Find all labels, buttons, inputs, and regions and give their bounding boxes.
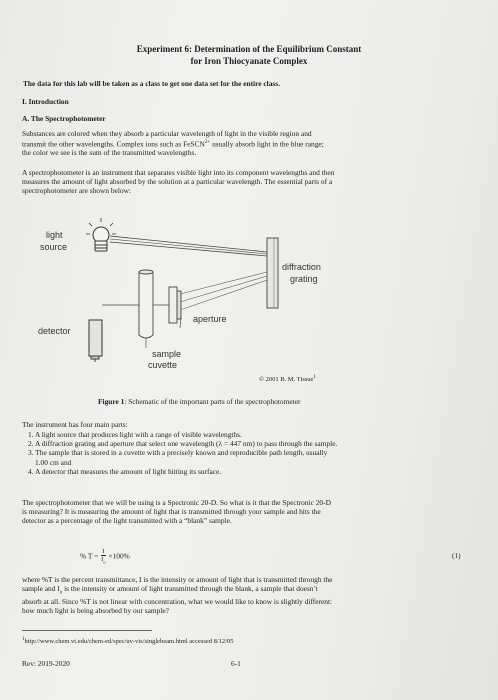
equation-number: (1): [452, 551, 461, 560]
list-item: 4. A detector that measures the amount of light hitting its surface.: [28, 466, 222, 476]
page-title: Experiment 6: Determination of the Equilibrium Constant: [136, 44, 362, 54]
light-beam: [110, 236, 267, 256]
revision-label: Rev: 2019-2020: [22, 659, 70, 668]
diagram-copyright: [259, 375, 316, 383]
footnote-marker: 1: [22, 637, 25, 642]
copyright-text: © 2001 B. M. Tissue: [259, 376, 314, 384]
paragraph-line: is measuring? It is measuring the amount of light that is transmitted through your sample and hits the: [22, 507, 321, 516]
page-number: 6-1: [231, 659, 241, 668]
paragraph-spectrophotometer: [22, 168, 482, 195]
list-item: 3. The sample that is stored in a cuvette with a precisely known and reproducible path length, usually: [28, 448, 328, 458]
paragraph-line: [22, 138, 482, 148]
light-bulb-icon: [86, 218, 116, 251]
paragraph-text: sample and I: [22, 584, 60, 593]
list-item: 1. A light source that produces light with a range of visible wavelengths.: [28, 430, 242, 439]
paragraph-line: where %T is the percent transmittance, I is the intensity or amount of light that is transmitted through the: [22, 575, 333, 584]
paragraph-transmittance: [22, 575, 482, 615]
denominator-subscript: o: [103, 559, 106, 565]
paragraph-text: is the intensity or amount of light transmitted through the blank, a sample that doesn’t: [62, 584, 318, 593]
intensity-subscript: o: [59, 590, 63, 596]
label-source: source: [40, 242, 68, 252]
figure-caption-text: : Schematic of the important parts of the spectrophotometer: [124, 397, 301, 406]
paragraph-line: The spectrophotometer that we will be using is a Spectronic 20-D. So what is it that the Spectronic 20-D: [22, 498, 331, 507]
paragraph-text: transmit the other wavelengths. Complex ions such as FeSCN: [22, 139, 205, 149]
figure-caption: [98, 397, 300, 406]
footnote-text: http://www.chem.vt.edu/chem-ed/spec/uv-vis/singlebeam.html accessed 8/12/05: [24, 638, 234, 646]
parts-list: [28, 430, 337, 476]
transmittance-equation: [80, 548, 130, 565]
parts-intro: The instrument has four main parts:: [22, 420, 128, 429]
paragraph-line: spectrophotometer are shown below:: [22, 186, 131, 195]
equation-denominator: [101, 556, 105, 565]
denominator-symbol: I: [101, 556, 104, 563]
paragraph-line: A spectrophotometer is an instrument that separates visible light into its component wavelengths and then: [22, 168, 335, 177]
section-heading: I. Introduction: [22, 97, 69, 106]
label-grating: grating: [290, 274, 318, 284]
equation-rhs: ×100%: [108, 551, 130, 561]
section-subheading: A. The Spectrophotometer: [22, 114, 106, 123]
page-subtitle: for Iron Thiocyanate Complex: [190, 56, 308, 66]
footnote: [22, 637, 233, 645]
intro-note: The data for this lab will be taken as a class to get one data set for the entire class.: [23, 79, 281, 88]
label-cuvette: cuvette: [148, 360, 178, 370]
figure-label: Figure 1: [98, 397, 125, 406]
equation-fraction: [101, 548, 105, 565]
paragraph-line: detector as a percentage of the light transmitted with a “blank” sample.: [22, 516, 232, 525]
paragraph-colors: [22, 129, 482, 157]
paragraph-line: measures the amount of light absorbed by the solution at a particular wavelength. The essential parts of a: [22, 177, 333, 186]
label-aperture: aperture: [193, 314, 227, 324]
paragraph-line: [22, 584, 482, 597]
list-item: 2. A diffraction grating and aperture that select one wavelength (λ = 447 nm) to pass through the sample.: [28, 439, 338, 449]
aperture-icon: [169, 287, 181, 323]
label-diffraction: diffraction: [282, 262, 321, 272]
equation-numerator: I: [102, 548, 105, 555]
paragraph-line: Substances are colored when they absorb a particular wavelength of light in the visible region and: [22, 129, 312, 138]
label-detector: detector: [38, 326, 71, 336]
cuvette-icon: [139, 270, 153, 348]
footnote-divider: [22, 630, 152, 631]
list-item: 1.00 cm and: [35, 457, 72, 467]
equation-lhs: % T =: [80, 551, 99, 561]
paragraph-line: how much light is being absorbed by our sample?: [22, 606, 169, 616]
diffracted-beams: [180, 272, 267, 310]
paragraph-line: absorb at all. Since %T is not linear with concentration, what we would like to know is slightly different:: [22, 597, 333, 607]
spectrophotometer-diagram: [30, 210, 360, 385]
footnote-ref: 1: [313, 375, 316, 380]
paragraph-line: the color we see is the sum of the transmitted wavelengths.: [22, 148, 197, 158]
label-light: light: [46, 230, 63, 240]
diffraction-grating-icon: [267, 238, 278, 308]
paragraph-spectronic: [22, 498, 482, 525]
detector-icon: [89, 320, 102, 362]
paragraph-text: usually absorb light in the blue range;: [210, 139, 324, 149]
charge-superscript: 2+: [204, 140, 211, 145]
label-sample: sample: [152, 349, 182, 359]
